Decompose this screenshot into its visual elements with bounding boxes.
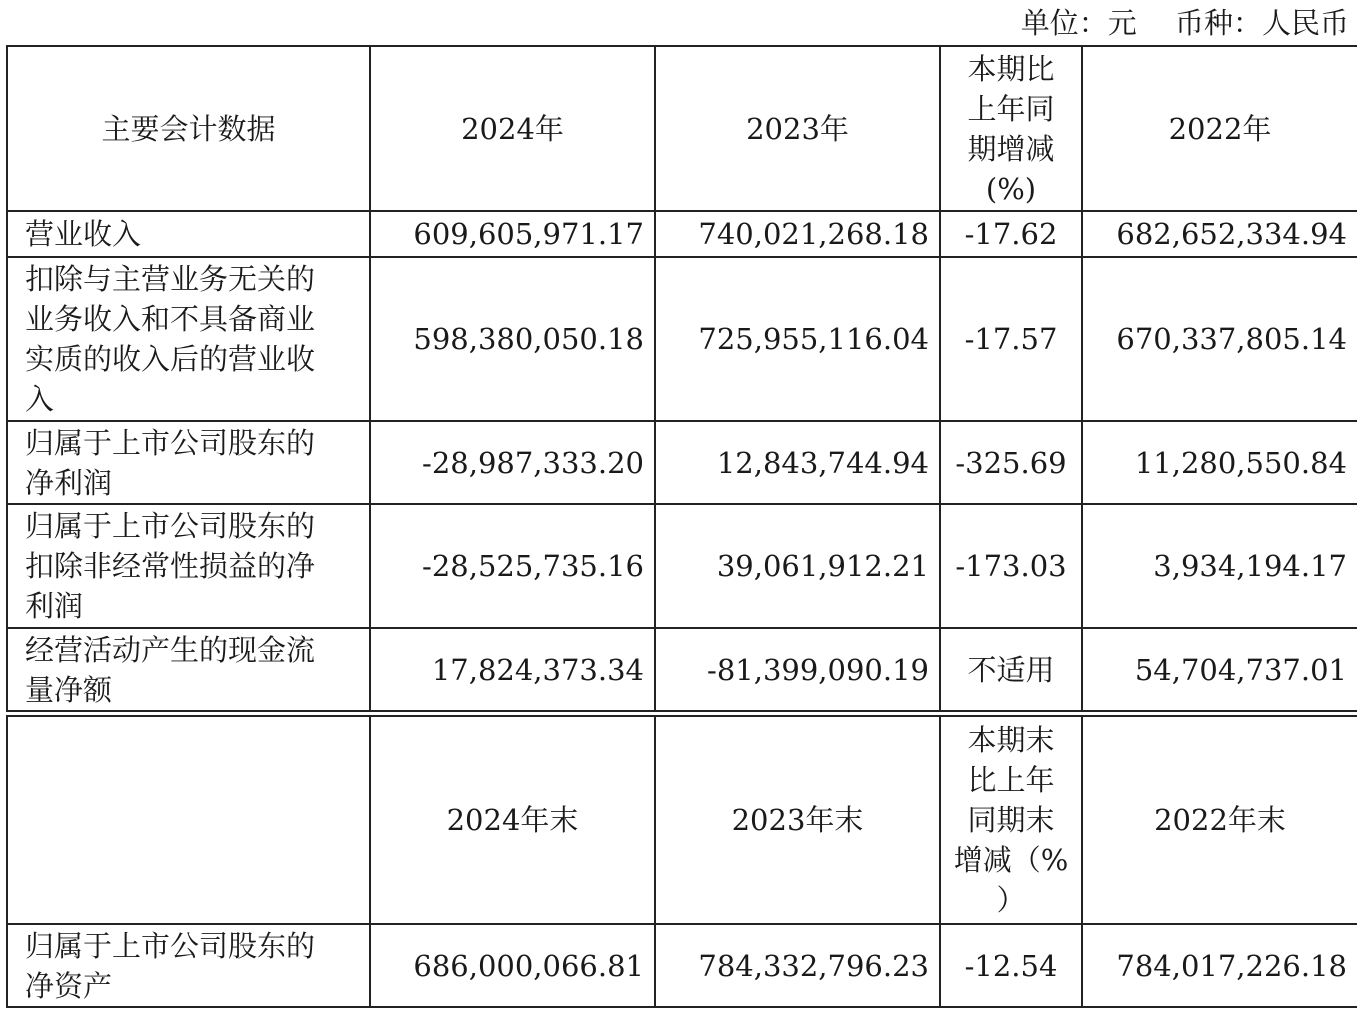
cell-2023: 39,061,912.21 bbox=[655, 504, 940, 628]
header-2022: 2022年 bbox=[1082, 46, 1357, 211]
table-row bbox=[7, 504, 1357, 628]
header-2024-end: 2024年末 bbox=[370, 716, 655, 924]
cell-change: -173.03 bbox=[940, 504, 1082, 628]
row-label: 归属于上市公司股东的 净资产 bbox=[7, 924, 370, 1007]
header-2023: 2023年 bbox=[655, 46, 940, 211]
cell-change: 不适用 bbox=[940, 628, 1082, 711]
table-row bbox=[7, 924, 1357, 1007]
cell-2024-end: 686,000,066.81 bbox=[370, 924, 655, 1007]
header-yoy-change: 本期比 上年同 期增减 (%) bbox=[940, 46, 1082, 211]
cell-2023: 725,955,116.04 bbox=[655, 257, 940, 421]
cell-change: -17.62 bbox=[940, 211, 1082, 257]
cell-2023: -81,399,090.19 bbox=[655, 628, 940, 711]
cell-2023-end: 784,332,796.23 bbox=[655, 924, 940, 1007]
header-blank bbox=[7, 716, 370, 924]
cell-2023: 12,843,744.94 bbox=[655, 421, 940, 504]
row-label: 归属于上市公司股东的 扣除非经常性损益的净 利润 bbox=[7, 504, 370, 628]
cell-2024: 598,380,050.18 bbox=[370, 257, 655, 421]
row-label: 扣除与主营业务无关的 业务收入和不具备商业 实质的收入后的营业收 入 bbox=[7, 257, 370, 421]
period-end-data-table bbox=[6, 715, 1357, 1008]
cell-2022: 670,337,805.14 bbox=[1082, 257, 1357, 421]
cell-change: -325.69 bbox=[940, 421, 1082, 504]
table-header-row bbox=[7, 46, 1357, 211]
header-yoy-change-end: 本期末 比上年 同期末 增减（% ） bbox=[940, 716, 1082, 924]
row-label: 经营活动产生的现金流 量净额 bbox=[7, 628, 370, 711]
cell-2024: 17,824,373.34 bbox=[370, 628, 655, 711]
cell-2024: -28,525,735.16 bbox=[370, 504, 655, 628]
table-header-row bbox=[7, 716, 1357, 924]
table-row bbox=[7, 211, 1357, 257]
cell-2023: 740,021,268.18 bbox=[655, 211, 940, 257]
cell-2022-end: 784,017,226.18 bbox=[1082, 924, 1357, 1007]
cell-2022: 54,704,737.01 bbox=[1082, 628, 1357, 711]
cell-2022: 11,280,550.84 bbox=[1082, 421, 1357, 504]
cell-2024: 609,605,971.17 bbox=[370, 211, 655, 257]
cell-change: -17.57 bbox=[940, 257, 1082, 421]
cell-2022: 682,652,334.94 bbox=[1082, 211, 1357, 257]
row-label: 归属于上市公司股东的 净利润 bbox=[7, 421, 370, 504]
table-row bbox=[7, 628, 1357, 711]
cell-2024: -28,987,333.20 bbox=[370, 421, 655, 504]
header-2022-end: 2022年末 bbox=[1082, 716, 1357, 924]
header-2024: 2024年 bbox=[370, 46, 655, 211]
table-row bbox=[7, 421, 1357, 504]
cell-change: -12.54 bbox=[940, 924, 1082, 1007]
row-label: 营业收入 bbox=[7, 211, 370, 257]
main-accounting-data-table bbox=[6, 45, 1357, 712]
table-row bbox=[7, 257, 1357, 421]
header-2023-end: 2023年末 bbox=[655, 716, 940, 924]
cell-2022: 3,934,194.17 bbox=[1082, 504, 1357, 628]
unit-currency-note: 单位：元 币种：人民币 bbox=[1020, 6, 1349, 40]
header-main-data: 主要会计数据 bbox=[7, 46, 370, 211]
